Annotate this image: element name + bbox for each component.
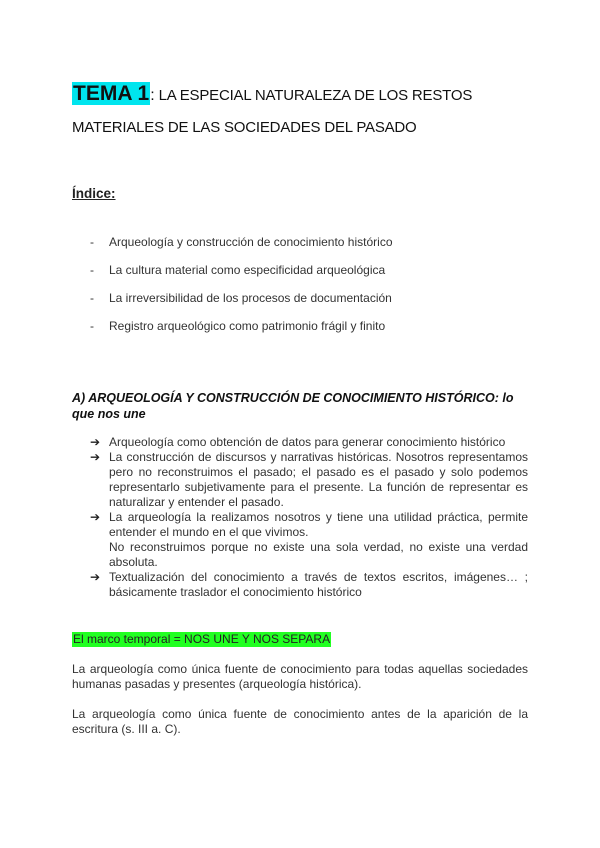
index-list [90, 233, 393, 345]
index-item: - La irreversibilidad de los procesos de documentación [90, 291, 392, 305]
dash-bullet: - [90, 263, 94, 277]
highlighted-statement: El marco temporal = NOS UNE Y NOS SEPARA [73, 632, 331, 646]
dash-bullet: - [90, 319, 94, 333]
arrow-bullet-icon: ➔ [90, 510, 101, 524]
index-heading: Índice: [72, 186, 116, 201]
dash-bullet: - [90, 235, 94, 249]
title-text: LA ESPECIAL NATURALEZA DE LOS RESTOS MATERIALES DE LAS SOCIEDADES DEL PASADO [72, 87, 473, 136]
index-item: - Arqueología y construcción de conocimiento histórico [90, 235, 393, 249]
arrow-bullet-icon: ➔ [90, 450, 101, 464]
title-tema-highlight: TEMA 1 [73, 82, 150, 105]
paragraph: La arqueología como única fuente de conocimiento antes de la aparición de la escritura (s. III a. C). [72, 707, 528, 736]
dash-bullet: - [90, 291, 94, 305]
point-continuation: No reconstruimos porque no existe una sola verdad, no existe una verdad absoluta. [109, 540, 528, 569]
index-item: - Registro arqueológico como patrimonio frágil y finito [90, 319, 386, 333]
arrow-bullet-icon: ➔ [90, 435, 101, 449]
point-item: ➔ Textualización del conocimiento a través de textos escritos, imágenes… ; básicamente traslador el conocimiento histórico [90, 570, 528, 599]
paragraph: La arqueología como única fuente de conocimiento para todas aquellas sociedades humanas pasadas y presentes (arqueología histórica). [72, 662, 528, 691]
arrow-bullet-icon: ➔ [90, 570, 101, 584]
section-a-heading: A) ARQUEOLOGÍA Y CONSTRUCCIÓN DE CONOCIMIENTO HISTÓRICO: lo que nos une [72, 391, 514, 421]
point-item: ➔ La arqueología la realizamos nosotros y tiene una utilidad práctica, permite entender el mundo en el que vivimos. No reconstruimos porque no existe una sola verdad, no existe una verdad absoluta. [90, 510, 528, 569]
document-title [72, 78, 532, 144]
index-item: - La cultura material como especificidad arqueológica [90, 263, 386, 277]
point-item: ➔ Arqueología como obtención de datos para generar conocimiento histórico [90, 435, 506, 449]
point-item: ➔ La construcción de discursos y narrativas históricas. Nosotros representamos pero no reconstruimos el pasado; el pasado es el pasado y solo podemos representarlo subjetivamente para el presente. La función de representar es naturalizar y entender el pasado. [90, 450, 528, 509]
title-colon: : [150, 87, 155, 104]
section-a-points [90, 435, 528, 600]
